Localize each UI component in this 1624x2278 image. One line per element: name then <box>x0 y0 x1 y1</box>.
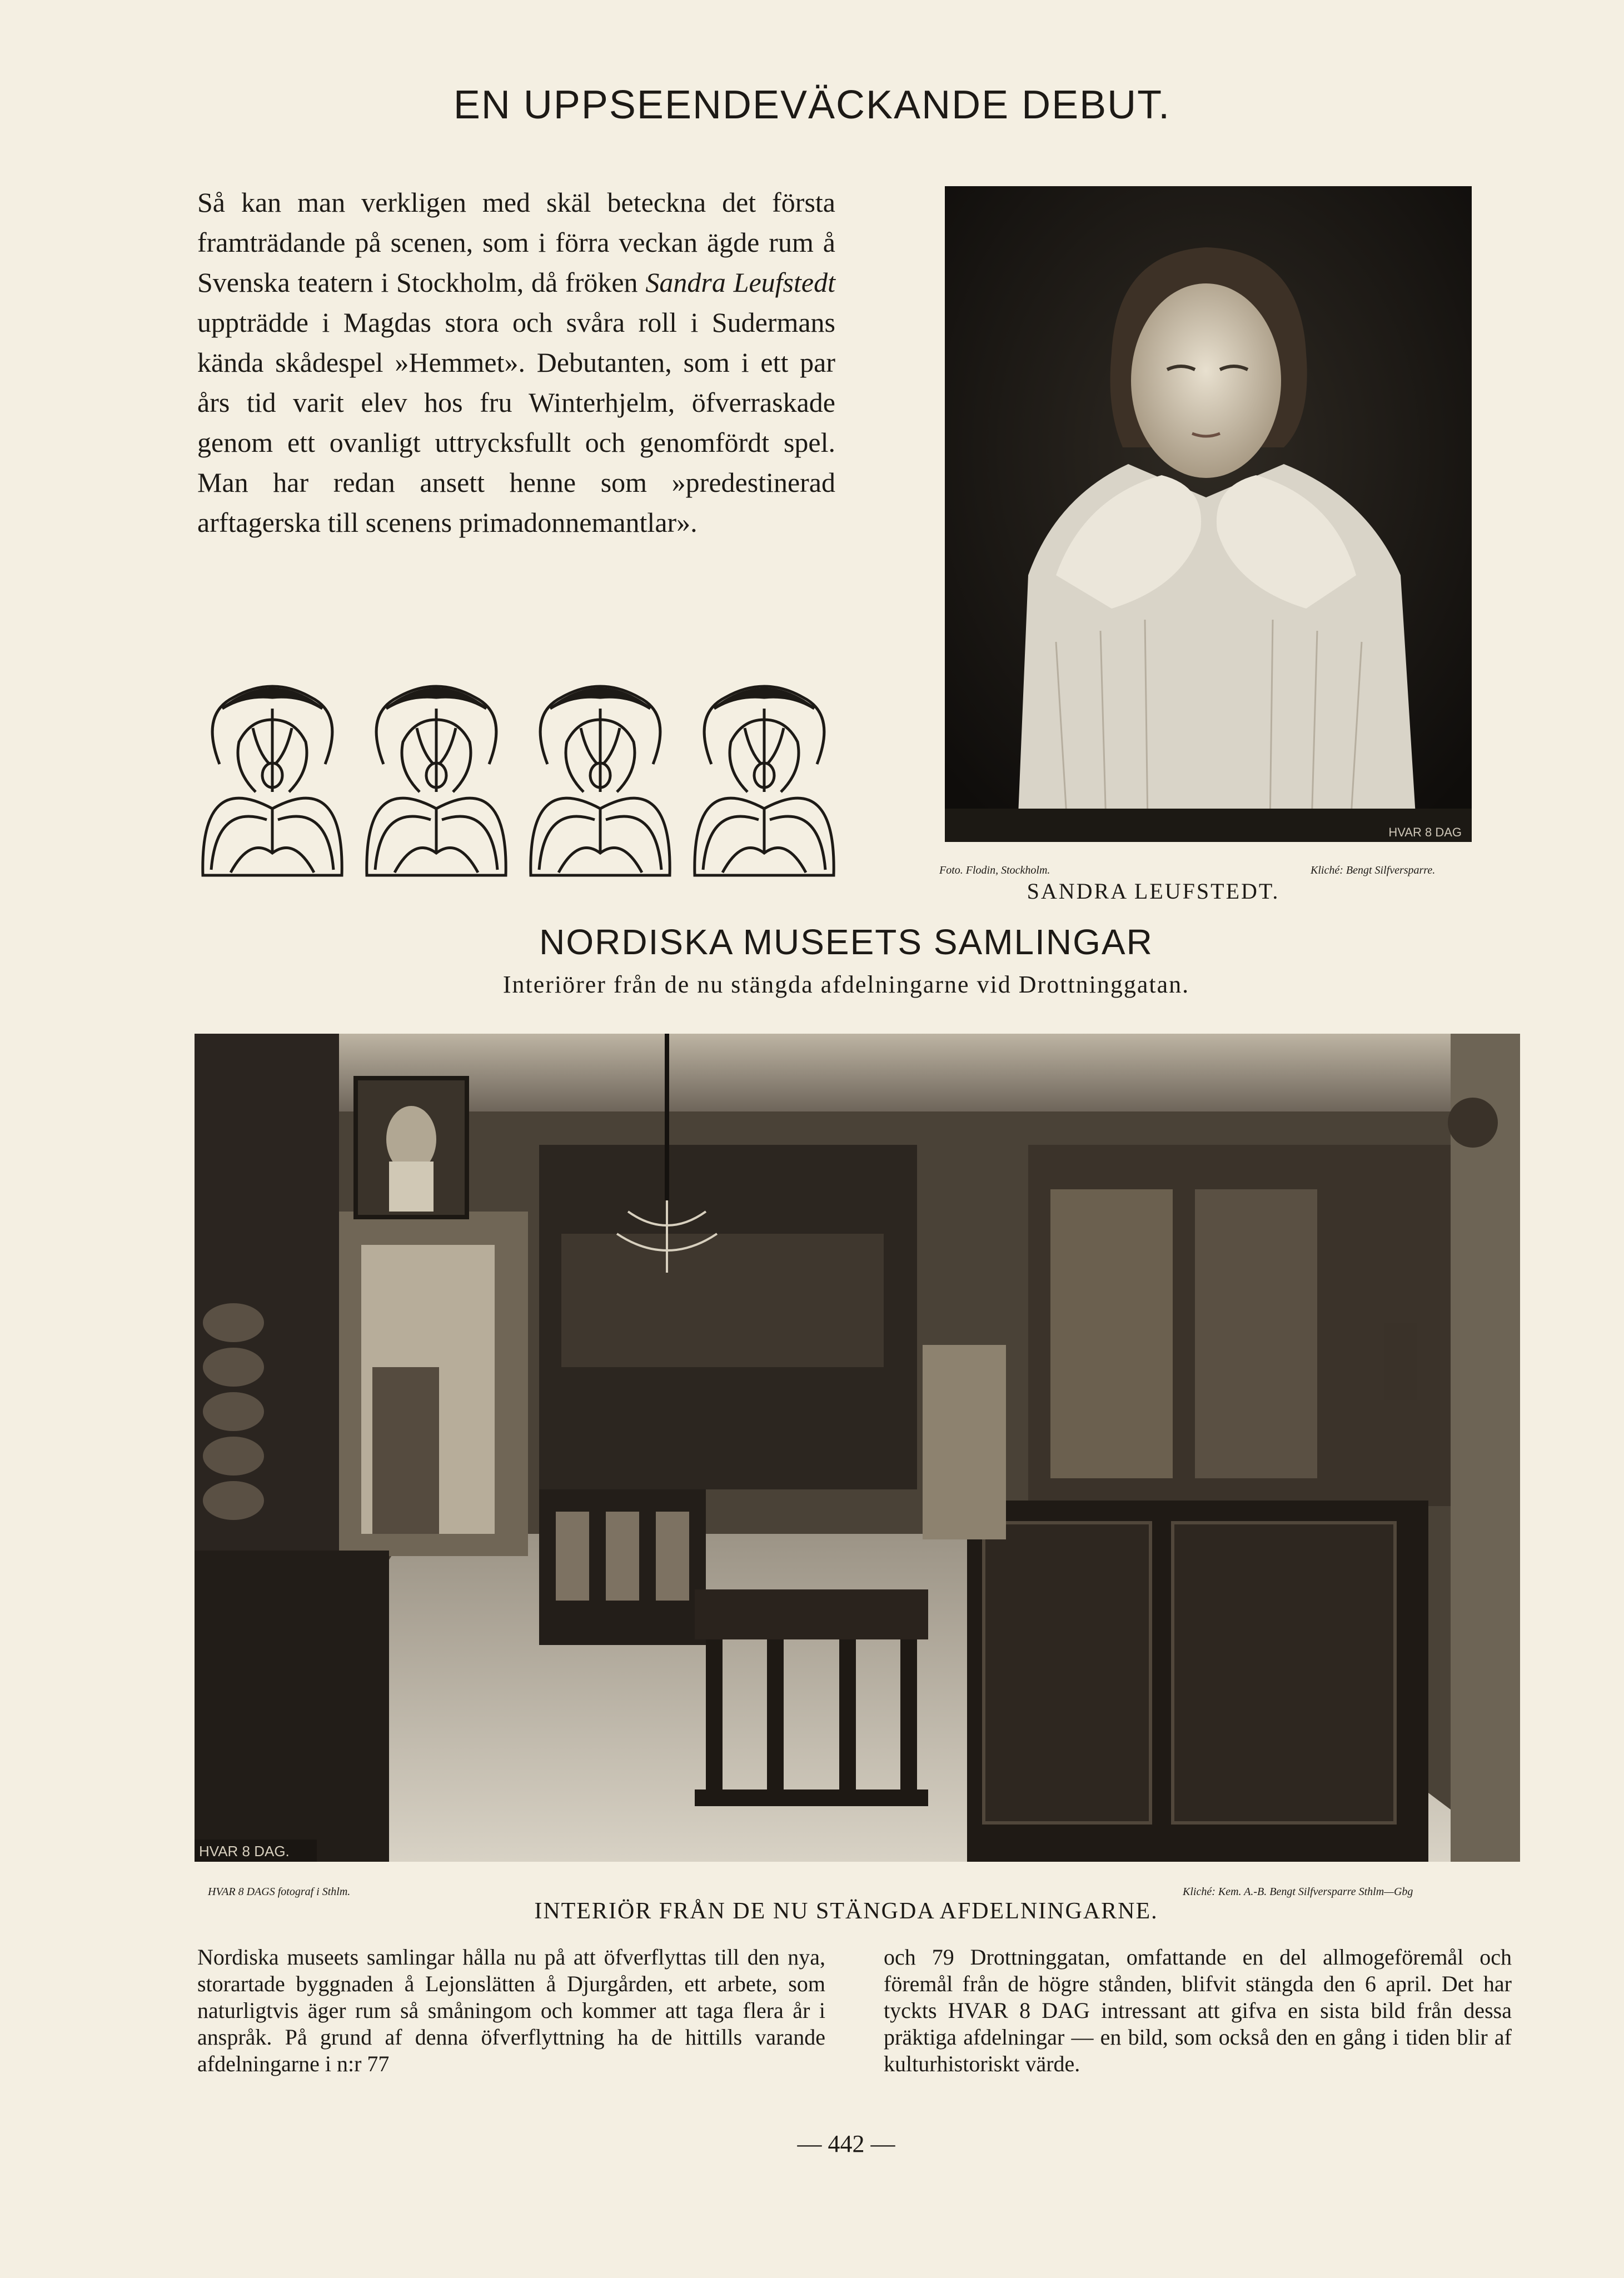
flower-ornament-icon <box>200 675 839 881</box>
portrait-image <box>945 186 1472 842</box>
body-column-right: och 79 Drottninggatan, omfattande en del allmogeföremål och föremål från de högre stånden, blifvit stängda den 6 april. Det har tyckts HVAR 8 DAG intressant att gifva en sista bild från dessa präktiga afdelningar — en bild, som också den en gång i tiden blir af kulturhistoriskt värde. <box>884 1945 1512 2076</box>
portrait-photo-credit: Foto. Flodin, Stockholm. <box>939 864 1050 876</box>
interior-caption: INTERIÖR FRÅN DE NU STÄNGDA AFDELNINGARNE. <box>534 1898 1158 1924</box>
section-subtitle: Interiörer från de nu stängda afdelningarne vid Drottninggatan. <box>502 971 1190 998</box>
intro-text-start: Så kan man verkligen med skäl beteckna det första framträdande på scenen, som i förra veckan ägde rum å Svenska teatern i Stockholm, då fröken <box>197 187 835 298</box>
article-title: EN UPPSEENDEVÄCKANDE DEBUT. <box>453 83 1171 127</box>
portrait-cliche-credit: Kliché: Bengt Silfversparre. <box>1311 864 1436 876</box>
interior-photo <box>195 1034 1520 1862</box>
interior-photo-credit: HVAR 8 DAGS fotograf i Sthlm. <box>208 1886 351 1898</box>
portrait-caption: SANDRA LEUFSTEDT. <box>1027 879 1280 904</box>
intro-text-end: uppträdde i Magdas stora och svåra roll i Sudermans kända skådespel »Hemmet». Debutanten, som i ett par års tid varit elev hos fru Winterhjelm, öfverraskade genom ett ovanligt uttrycksfullt och genomfördt spel. Man har redan ansett henne som »predestinerad arftagerska till scenens primadonnemantlar». <box>197 307 835 538</box>
actress-name: Sandra Leufstedt <box>645 267 835 298</box>
page-number: — 442 — <box>797 2130 895 2157</box>
section-title: NORDISKA MUSEETS SAMLINGAR <box>539 922 1153 962</box>
ornament-row <box>200 675 839 881</box>
portrait-watermark: HVAR 8 DAG <box>1388 825 1462 839</box>
interior-watermark: HVAR 8 DAG. <box>199 1843 290 1860</box>
interior-image <box>195 1034 1520 1862</box>
intro-paragraph <box>197 182 835 542</box>
body-column-left: Nordiska museets samlingar hålla nu på att öfverflyttas till den nya, storartade byggnaden å Lejonslätten å Djurgården, ett arbete, som naturligtvis äger rum så småningom och kommer att taga flera år i anspråk. På grund af denna öfverflyttning ha de hittills varande afdelningarne i n:r 77 <box>197 1945 825 2076</box>
interior-cliche-credit: Kliché: Kem. A.-B. Bengt Silfversparre Sthlm—Gbg <box>1183 1886 1413 1898</box>
portrait-photo <box>945 186 1472 842</box>
